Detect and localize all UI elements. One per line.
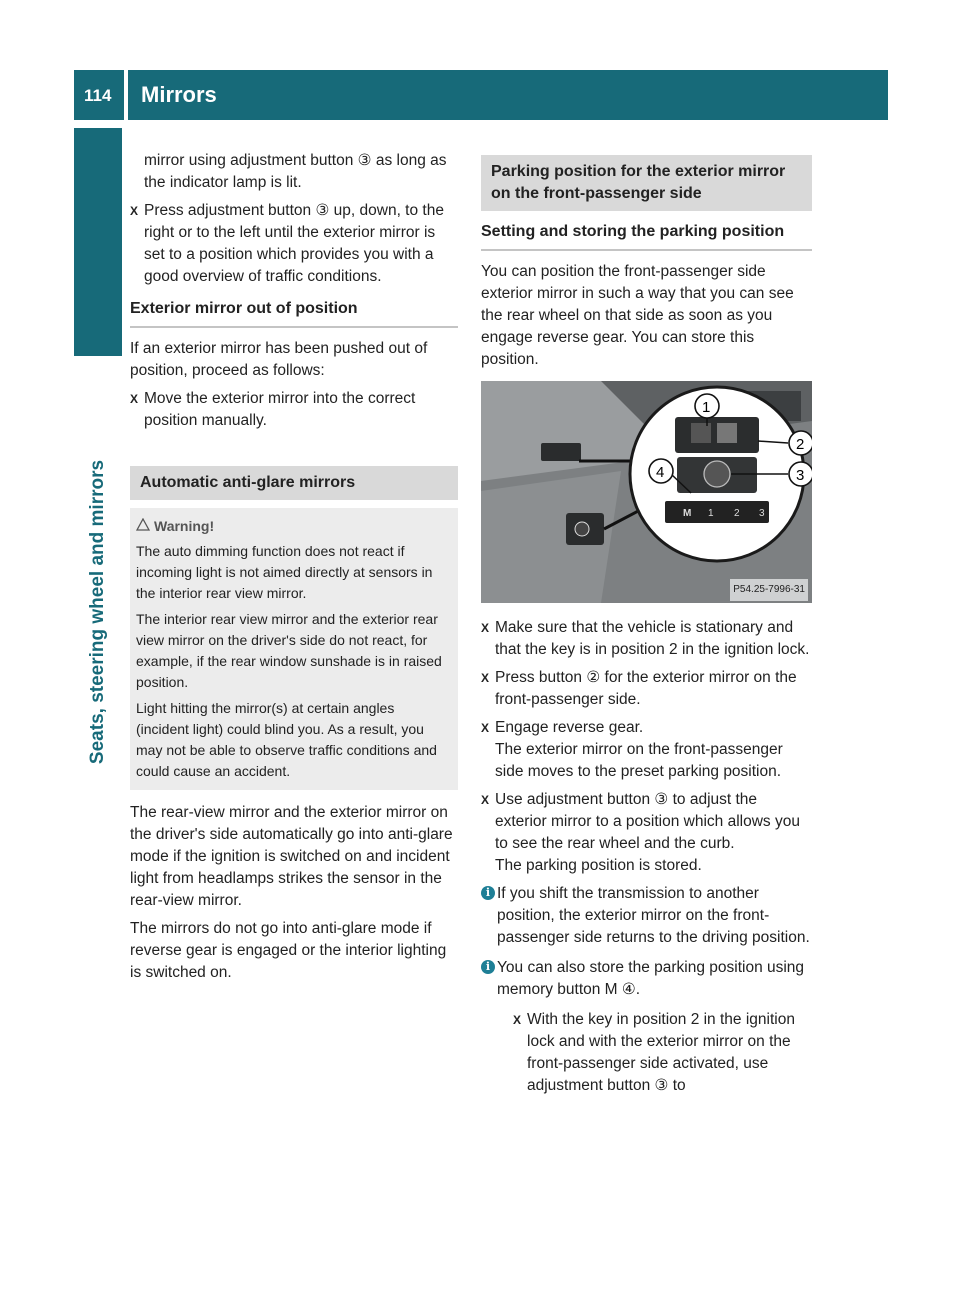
arrow-x-icon: X bbox=[481, 721, 490, 735]
memory-button-1: 1 bbox=[708, 508, 714, 519]
info-text: If you shift the transmission to another position, the exterior mirror on the front-passenger side returns to the driving position. bbox=[497, 885, 810, 946]
warning-paragraph: Light hitting the mirror(s) at certain angles (incident light) could blind you. As a result, you may not be able to observe traffic conditions and could cause an accident. bbox=[136, 700, 437, 779]
warning-title-text: Warning! bbox=[154, 518, 215, 534]
paragraph: You can position the front-passenger side exterior mirror in such a way that you can see the rear wheel on that side as soon as you engage reverse gear. You can store this position. bbox=[481, 263, 794, 368]
header-divider bbox=[124, 70, 128, 120]
warning-title bbox=[136, 516, 450, 537]
callout-3: 3 bbox=[796, 467, 805, 484]
info-note bbox=[481, 957, 812, 1001]
paragraph: The mirrors do not go into anti-glare mode if reverse gear is engaged or the interior lighting is switched on. bbox=[130, 920, 447, 981]
side-tab bbox=[74, 128, 122, 356]
sub-step bbox=[481, 1009, 812, 1097]
warning-paragraph: The interior rear view mirror and the exterior rear view mirror on the driver's side do not react, for example, if the rear window sunshade is in raised position. bbox=[136, 611, 442, 690]
warning-box bbox=[130, 508, 458, 790]
memory-button-2: 2 bbox=[734, 508, 740, 519]
step-text: Engage reverse gear. bbox=[495, 719, 644, 736]
section-title: Mirrors bbox=[141, 82, 217, 107]
illustration-mirror-controls bbox=[481, 381, 812, 603]
step-result: The parking position is stored. bbox=[495, 857, 702, 874]
door-panel-illustration bbox=[481, 381, 812, 603]
step bbox=[481, 717, 812, 783]
arrow-x-icon: X bbox=[513, 1013, 522, 1027]
step-text: Use adjustment button ③ to adjust the exterior mirror to a position which allows you to see the rear wheel and the curb. bbox=[495, 791, 800, 852]
warning-paragraph: The auto dimming function does not react if incoming light is not aimed directly at sensors in the interior rear view mirror. bbox=[136, 543, 433, 601]
step-text: Make sure that the vehicle is stationary and that the key is in position 2 in the ignition lock. bbox=[495, 619, 810, 658]
right-column bbox=[481, 155, 812, 1103]
subheading: Setting and storing the parking position bbox=[481, 221, 812, 251]
callout-1: 1 bbox=[702, 399, 711, 416]
step bbox=[130, 388, 458, 432]
step bbox=[481, 667, 812, 711]
arrow-x-icon: X bbox=[130, 392, 139, 406]
step-text: Press button ② for the exterior mirror on the front-passenger side. bbox=[495, 669, 797, 708]
info-text: You can also store the parking position using memory button M ④. bbox=[497, 959, 805, 998]
arrow-x-icon: X bbox=[481, 621, 490, 635]
step-text: Move the exterior mirror into the correct position manually. bbox=[144, 390, 416, 429]
info-icon: i bbox=[481, 886, 495, 900]
page-number: 114 bbox=[84, 86, 112, 105]
step bbox=[130, 200, 458, 288]
subheading: Exterior mirror out of position bbox=[130, 298, 458, 328]
step-text: Press adjustment button ③ up, down, to the right or to the left until the exterior mirror is set to a position which provides you with a good overview of traffic conditions. bbox=[144, 202, 444, 285]
arrow-x-icon: X bbox=[481, 671, 490, 685]
callout-2: 2 bbox=[796, 436, 805, 453]
side-tab-label: Seats, steering wheel and mirrors bbox=[87, 459, 108, 765]
step-text: With the key in position 2 in the ignition lock and with the exterior mirror on the front-passenger side activated, use adjustment button ③ to bbox=[527, 1011, 795, 1094]
step bbox=[481, 789, 812, 877]
memory-button-3: 3 bbox=[759, 508, 765, 519]
illustration-label: P54.25-7996-31 bbox=[730, 579, 808, 601]
step-result: The exterior mirror on the front-passenger side moves to the preset parking position. bbox=[495, 741, 783, 780]
warning-triangle-icon bbox=[136, 516, 150, 537]
arrow-x-icon: X bbox=[481, 793, 490, 807]
memory-button-m: M bbox=[683, 508, 692, 519]
paragraph: The rear-view mirror and the exterior mirror on the driver's side automatically go into anti-glare mode if the ignition is switched on and incident light from headlamps strikes the sensor in the rear-view mirror. bbox=[130, 804, 453, 909]
info-icon: i bbox=[481, 960, 495, 974]
paragraph: If an exterior mirror has been pushed out of position, proceed as follows: bbox=[130, 340, 428, 379]
info-note bbox=[481, 883, 812, 949]
intro-paragraph: mirror using adjustment button ③ as long as the indicator lamp is lit. bbox=[144, 152, 447, 191]
arrow-x-icon: X bbox=[130, 204, 139, 218]
left-column bbox=[130, 150, 458, 990]
callout-4: 4 bbox=[656, 464, 665, 481]
section-heading: Automatic anti-glare mirrors bbox=[130, 466, 458, 500]
step bbox=[481, 617, 812, 661]
section-heading: Parking position for the exterior mirror on the front-passenger side bbox=[481, 155, 812, 211]
